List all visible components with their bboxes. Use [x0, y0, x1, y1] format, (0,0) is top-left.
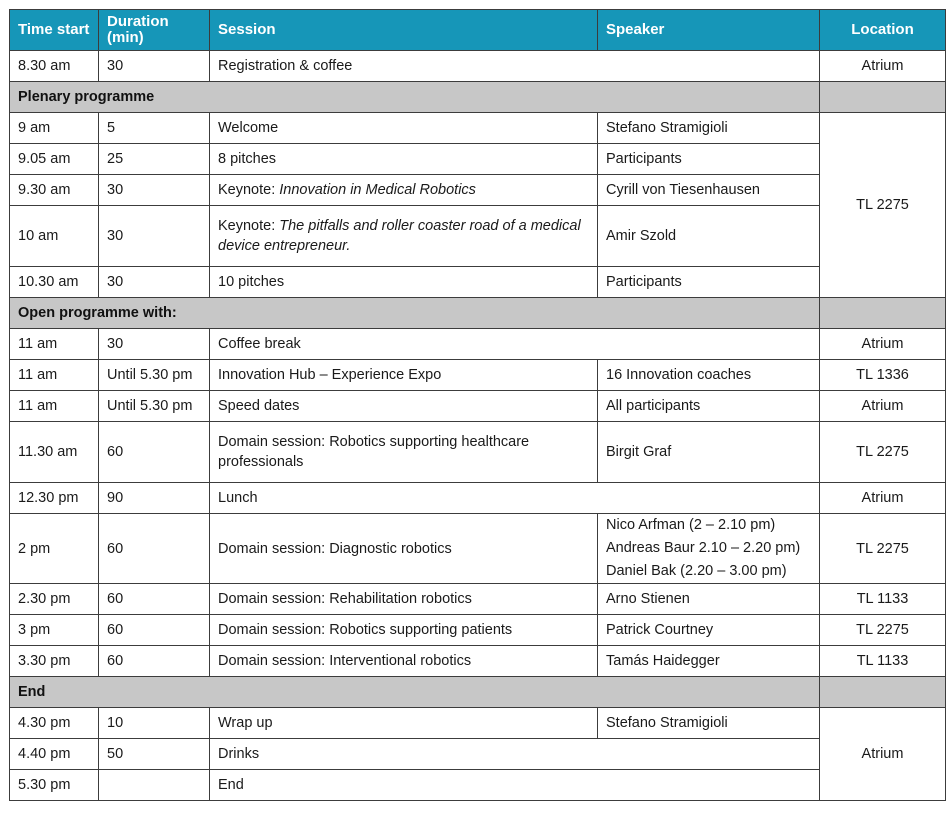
cell-location: TL 2275: [820, 615, 946, 646]
header-speaker: Speaker: [598, 10, 820, 51]
cell-duration: 60: [99, 584, 210, 615]
cell-location: TL 2275: [820, 113, 946, 298]
cell-location: Atrium: [820, 51, 946, 82]
cell-speaker: Cyrill von Tiesenhausen: [598, 175, 820, 206]
cell-speaker: 16 Innovation coaches: [598, 360, 820, 391]
header-session: Session: [210, 10, 598, 51]
table-row: [10, 739, 946, 770]
table-row: [10, 615, 946, 646]
cell-time: 4.40 pm: [10, 739, 99, 770]
table-row: [10, 646, 946, 677]
cell-location: Atrium: [820, 483, 946, 514]
speaker-line: Daniel Bak (2.20 – 3.00 pm): [606, 563, 787, 579]
cell-location: TL 1133: [820, 646, 946, 677]
cell-duration: 30: [99, 51, 210, 82]
table-row: [10, 483, 946, 514]
cell-speaker: All participants: [598, 391, 820, 422]
cell-session: Coffee break: [210, 329, 820, 360]
table-row: [10, 770, 946, 801]
cell-speaker: [598, 514, 820, 584]
cell-time: 12.30 pm: [10, 483, 99, 514]
cell-time: 10.30 am: [10, 267, 99, 298]
cell-location: Atrium: [820, 391, 946, 422]
header-location: Location: [820, 10, 946, 51]
header-row: [10, 10, 946, 51]
cell-speaker: Tamás Haidegger: [598, 646, 820, 677]
table-row: [10, 329, 946, 360]
cell-speaker: Participants: [598, 267, 820, 298]
cell-duration: Until 5.30 pm: [99, 360, 210, 391]
cell-duration: 60: [99, 422, 210, 483]
cell-time: 9.30 am: [10, 175, 99, 206]
cell-session: [210, 175, 598, 206]
cell-duration: 50: [99, 739, 210, 770]
header-time-start: Time start: [10, 10, 99, 51]
cell-duration: 60: [99, 615, 210, 646]
section-title: End: [10, 677, 820, 708]
cell-time: 4.30 pm: [10, 708, 99, 739]
section-location-blank: [820, 298, 946, 329]
schedule-table: [9, 9, 946, 801]
table-row: [10, 51, 946, 82]
table-row: [10, 708, 946, 739]
cell-speaker: Patrick Courtney: [598, 615, 820, 646]
cell-session: [210, 206, 598, 267]
cell-session: 8 pitches: [210, 144, 598, 175]
table-row: [10, 175, 946, 206]
cell-speaker: Participants: [598, 144, 820, 175]
table-row: [10, 113, 946, 144]
cell-location: Atrium: [820, 708, 946, 801]
section-row-open: [10, 298, 946, 329]
cell-time: 2.30 pm: [10, 584, 99, 615]
cell-time: 9.05 am: [10, 144, 99, 175]
cell-session: Domain session: Rehabilitation robotics: [210, 584, 598, 615]
cell-time: 5.30 pm: [10, 770, 99, 801]
session-title-italic: The pitfalls and roller coaster road of a medical device entrepreneur.: [218, 218, 581, 254]
cell-duration: 90: [99, 483, 210, 514]
cell-session: Domain session: Robotics supporting healthcare professionals: [210, 422, 598, 483]
section-row-end: [10, 677, 946, 708]
table-row: [10, 360, 946, 391]
table-row: [10, 206, 946, 267]
section-location-blank: [820, 82, 946, 113]
cell-time: 11 am: [10, 360, 99, 391]
cell-speaker: Arno Stienen: [598, 584, 820, 615]
cell-duration: Until 5.30 pm: [99, 391, 210, 422]
section-location-blank: [820, 677, 946, 708]
section-title: Plenary programme: [10, 82, 820, 113]
cell-time: 11 am: [10, 391, 99, 422]
cell-time: 9 am: [10, 113, 99, 144]
table-row: [10, 514, 946, 584]
cell-location: TL 2275: [820, 514, 946, 584]
cell-speaker: Stefano Stramigioli: [598, 708, 820, 739]
table-row: [10, 391, 946, 422]
session-prefix: Keynote:: [218, 182, 280, 198]
cell-time: 11 am: [10, 329, 99, 360]
cell-time: 8.30 am: [10, 51, 99, 82]
cell-duration: 30: [99, 329, 210, 360]
cell-session: Innovation Hub – Experience Expo: [210, 360, 598, 391]
header-duration: Duration (min): [99, 10, 210, 51]
table-row: [10, 267, 946, 298]
cell-session: Speed dates: [210, 391, 598, 422]
cell-time: 3 pm: [10, 615, 99, 646]
cell-duration: 30: [99, 206, 210, 267]
cell-duration: 60: [99, 514, 210, 584]
cell-duration: 60: [99, 646, 210, 677]
cell-session: 10 pitches: [210, 267, 598, 298]
cell-speaker: Birgit Graf: [598, 422, 820, 483]
table-row: [10, 584, 946, 615]
cell-location: TL 1133: [820, 584, 946, 615]
cell-time: 11.30 am: [10, 422, 99, 483]
table-row: [10, 422, 946, 483]
cell-duration: 25: [99, 144, 210, 175]
cell-location: TL 1336: [820, 360, 946, 391]
cell-session: Domain session: Robotics supporting patients: [210, 615, 598, 646]
cell-time: 2 pm: [10, 514, 99, 584]
session-title-italic: Innovation in Medical Robotics: [279, 182, 476, 198]
cell-duration: [99, 770, 210, 801]
cell-session: Domain session: Diagnostic robotics: [210, 514, 598, 584]
cell-speaker: Stefano Stramigioli: [598, 113, 820, 144]
speaker-line: Nico Arfman (2 – 2.10 pm): [606, 517, 776, 533]
cell-session: Welcome: [210, 113, 598, 144]
session-prefix: Keynote:: [218, 218, 280, 234]
cell-session: End: [210, 770, 820, 801]
section-row-plenary: [10, 82, 946, 113]
cell-session: Registration & coffee: [210, 51, 820, 82]
cell-location: Atrium: [820, 329, 946, 360]
cell-session: Domain session: Interventional robotics: [210, 646, 598, 677]
cell-speaker: Amir Szold: [598, 206, 820, 267]
cell-duration: 5: [99, 113, 210, 144]
table-row: [10, 144, 946, 175]
cell-session: Lunch: [210, 483, 820, 514]
cell-time: 3.30 pm: [10, 646, 99, 677]
cell-duration: 10: [99, 708, 210, 739]
cell-session: Drinks: [210, 739, 820, 770]
cell-location: TL 2275: [820, 422, 946, 483]
cell-duration: 30: [99, 267, 210, 298]
cell-duration: 30: [99, 175, 210, 206]
cell-session: Wrap up: [210, 708, 598, 739]
cell-time: 10 am: [10, 206, 99, 267]
section-title: Open programme with:: [10, 298, 820, 329]
speaker-line: Andreas Baur 2.10 – 2.20 pm): [606, 540, 801, 556]
